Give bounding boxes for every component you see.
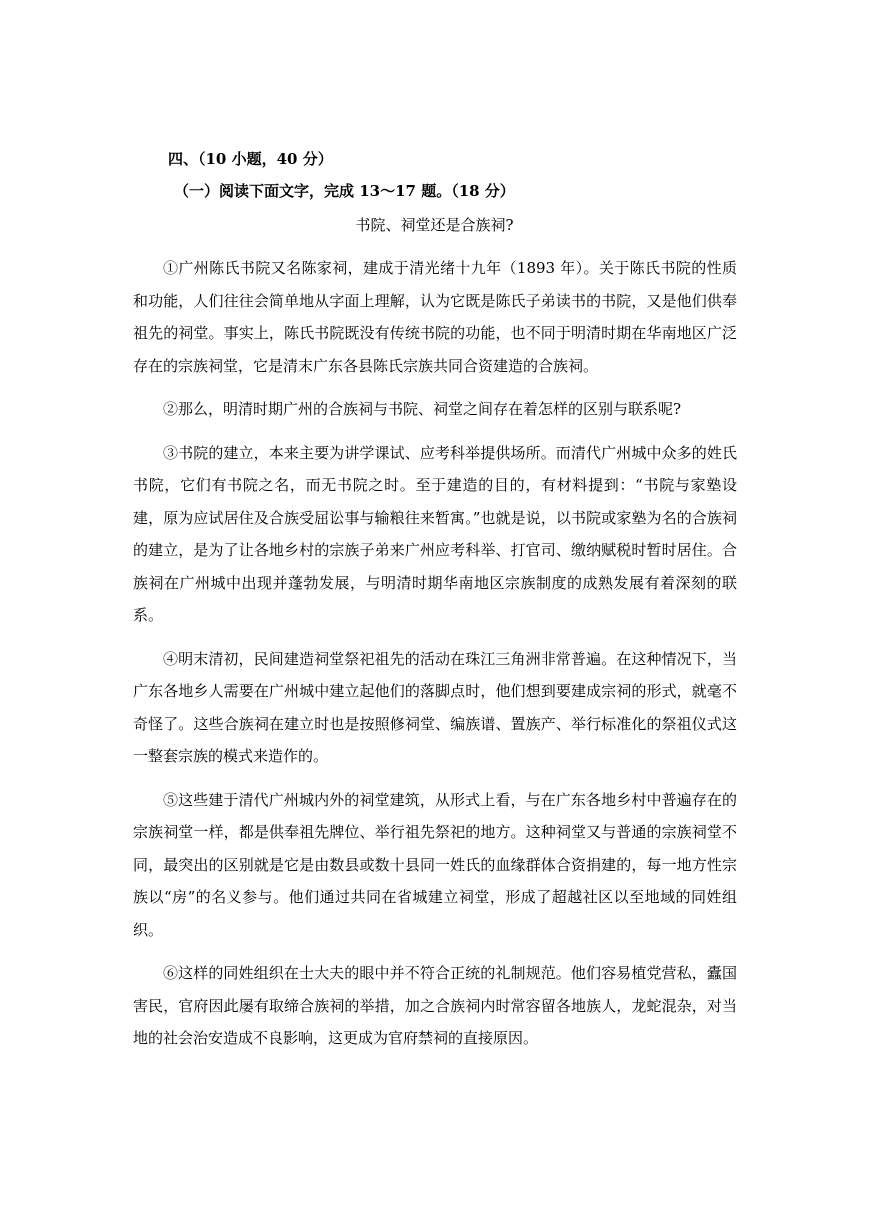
section-heading: 四、（10 小题，40 分） xyxy=(168,150,333,168)
paragraph-6: ⑥这样的同姓组织在士大夫的眼中并不符合正统的礼制规范。他们容易植党营私，蠹国害民，官府因此屡有取缔合族祠的举措，加之合族祠内时常容留各地族人，龙蛇混杂，对当地的社会治安造成不良影响，这更成为官府禁祠的直接原因。 xyxy=(133,964,737,1047)
article-body xyxy=(133,252,737,1066)
paragraph-5: ⑤这些建于清代广州城内外的祠堂建筑，从形式上看，与在广东各地乡村中普遍存在的宗族祠堂一样，都是供奉祖先牌位、举行祖先祭祀的地方。这种祠堂又与普通的宗族祠堂不同，最突出的区别就是它是由数县或数十县同一姓氏的血缘群体合资捐建的，每一地方性宗族以“房”的名义参与。他们通过共同在省城建立祠堂，形成了超越社区以至地域的同姓组织。 xyxy=(133,790,737,939)
paragraph-4: ④明末清初，民间建造祠堂祭祀祖先的活动在珠江三角洲非常普遍。在这种情况下，当广东各地乡人需要在广州城中建立起他们的落脚点时，他们想到要建成宗祠的形式，就毫不奇怪了。这些合族祠在建立时也是按照修祠堂、编族谱、置族产、举行标准化的祭祖仪式这一整套宗族的模式来造作的。 xyxy=(133,649,737,765)
article-title: 书院、祠堂还是合族祠? xyxy=(355,216,514,234)
paragraph-3: ③书院的建立，本来主要为讲学课试、应考科举提供场所。而清代广州城中众多的姓氏书院，它们有书院之名，而无书院之时。至于建造的目的，有材料提到：“书院与家塾设建，原为应试居住及合族受屈讼事与输粮往来暂寓。”也就是说，以书院或家塾为名的合族祠的建立，是为了让各地乡村的宗族子弟来广州应考科举、打官司、缴纳赋税时暂时居住。合族祠在广州城中出现并蓬勃发展，与明清时期华南地区宗族制度的成熟发展有着深刻的联系。 xyxy=(133,443,737,624)
question-instruction: （一）阅读下面文字，完成 13～17 题。（18 分） xyxy=(174,182,515,200)
paragraph-1: ①广州陈氏书院又名陈家祠，建成于清光绪十九年（1893 年）。关于陈氏书院的性质和功能，人们往往会简单地从字面上理解，认为它既是陈氏子弟读书的书院，又是他们供奉祖先的祠堂。事实上，陈氏书院既没有传统书院的功能，也不同于明清时期在华南地区广泛存在的宗族祠堂，它是清末广东各县陈氏宗族共同合资建造的合族祠。 xyxy=(133,259,737,375)
paragraph-2: ②那么，明清时期广州的合族祠与书院、祠堂之间存在着怎样的区别与联系呢? xyxy=(163,400,682,418)
